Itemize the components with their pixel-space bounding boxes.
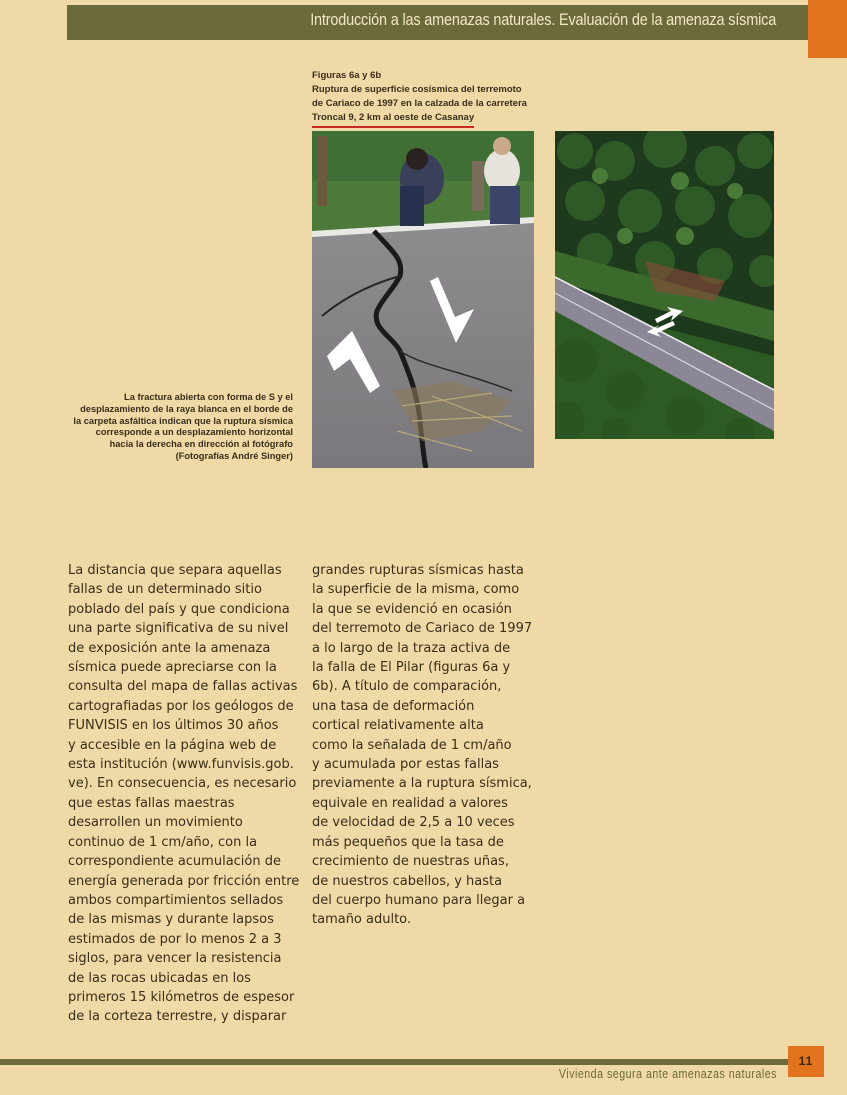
body-line: cortical relativamente alta	[312, 718, 484, 734]
body-column-1	[68, 561, 308, 1027]
body-line: más pequeños que la tasa de	[312, 834, 504, 850]
side-caption-line: corresponde a un desplazamiento horizontal	[95, 427, 293, 438]
body-line: ambos compartimientos sellados	[68, 892, 284, 908]
header-bar	[67, 5, 826, 40]
body-line: de exposición ante la amenaza	[68, 640, 271, 656]
body-line: siglos, para vencer la resistencia	[68, 951, 282, 967]
side-caption-line: (Fotografías André Singer)	[175, 450, 293, 461]
body-line: como la señalada de 1 cm/año	[312, 737, 512, 753]
body-column-2	[312, 561, 552, 930]
body-line: consulta del mapa de fallas activas	[68, 679, 298, 695]
body-line: continuo de 1 cm/año, con la	[68, 834, 258, 850]
body-line: una parte significativa de su nivel	[68, 621, 289, 637]
page-header-title: Introducción a las amenazas naturales. Evaluación de la amenaza sísmica	[310, 10, 776, 29]
photo-road-fracture	[312, 131, 534, 468]
side-caption-line: La fractura abierta con forma de S y el	[124, 392, 293, 402]
page-number: 11	[788, 1046, 824, 1077]
body-line: la que se evidenció en ocasión	[312, 601, 512, 617]
body-line: de las rocas ubicadas en los	[68, 970, 251, 986]
figure-caption	[312, 69, 542, 128]
footer-rule	[0, 1059, 790, 1065]
body-line: correspondiente acumulación de	[68, 854, 281, 870]
side-caption-line: desplazamiento de la raya blanca en el borde de	[80, 403, 293, 414]
body-line: la falla de El Pilar (figuras 6a y	[312, 660, 511, 676]
body-line: de la corteza terrestre, y disparar	[68, 1009, 287, 1025]
figure-caption-line: Figuras 6a y 6b	[312, 70, 382, 81]
body-line: estimados de por lo menos 2 a 3	[68, 931, 282, 947]
body-line: una tasa de deformación	[312, 698, 475, 714]
body-line: que estas fallas maestras	[68, 795, 235, 811]
body-line: de nuestros cabellos, y hasta	[312, 873, 503, 889]
body-line: 6b). A título de comparación,	[312, 679, 502, 695]
body-line: tamaño adulto.	[312, 912, 412, 928]
body-line: a lo largo de la traza activa de	[312, 640, 511, 656]
body-line: y acumulada por estas fallas	[312, 757, 499, 773]
body-line: poblado del país y que condiciona	[68, 601, 290, 617]
body-line: grandes rupturas sísmicas hasta	[312, 563, 524, 578]
body-line: energía generada por fricción entre	[68, 873, 300, 889]
body-line: La distancia que separa aquellas	[68, 563, 282, 578]
photo-aerial-road	[555, 131, 774, 439]
body-line: FUNVISIS en los últimos 30 años	[68, 718, 279, 734]
photo-side-caption	[60, 392, 293, 463]
figure-caption-line: de Cariaco de 1997 en la calzada de la carretera	[312, 98, 527, 109]
body-line: del terremoto de Cariaco de 1997	[312, 621, 533, 637]
body-line: de las mismas y durante lapsos	[68, 912, 274, 928]
body-line: crecimiento de nuestras uñas,	[312, 854, 509, 870]
body-line: de velocidad de 2,5 a 10 veces	[312, 815, 515, 831]
body-line: sísmica puede apreciarse con la	[68, 660, 277, 676]
road-fracture-illustration	[312, 131, 534, 468]
body-line: cartografiadas por los geólogos de	[68, 698, 294, 714]
side-caption-line: la carpeta asfáltica indican que la ruptura sísmica	[73, 415, 293, 426]
body-line: y accesible en la página web de	[68, 737, 277, 753]
body-line: previamente a la ruptura sísmica,	[312, 776, 532, 792]
figure-caption-line: Ruptura de superficie cosísmica del terremoto	[312, 84, 522, 95]
body-line: esta institución (www.funvisis.gob.	[68, 757, 294, 773]
body-line: equivale en realidad a valores	[312, 795, 508, 811]
body-line: ve). En consecuencia, es necesario	[68, 776, 297, 792]
corner-tab	[808, 0, 847, 58]
body-line: desarrollen un movimiento	[68, 815, 243, 831]
side-caption-line: hacia la derecha en dirección al fotógrafo	[109, 439, 293, 450]
body-line: primeros 15 kilómetros de espesor	[68, 989, 295, 1005]
body-line: fallas de un determinado sitio	[68, 582, 262, 598]
aerial-road-illustration	[555, 131, 774, 439]
footer-publication-title: Vivienda segura ante amenazas naturales	[558, 1066, 777, 1081]
figure-caption-line: Troncal 9, 2 km al oeste de Casanay	[312, 111, 474, 128]
body-line: la superficie de la misma, como	[312, 582, 520, 598]
body-line: del cuerpo humano para llegar a	[312, 892, 526, 908]
